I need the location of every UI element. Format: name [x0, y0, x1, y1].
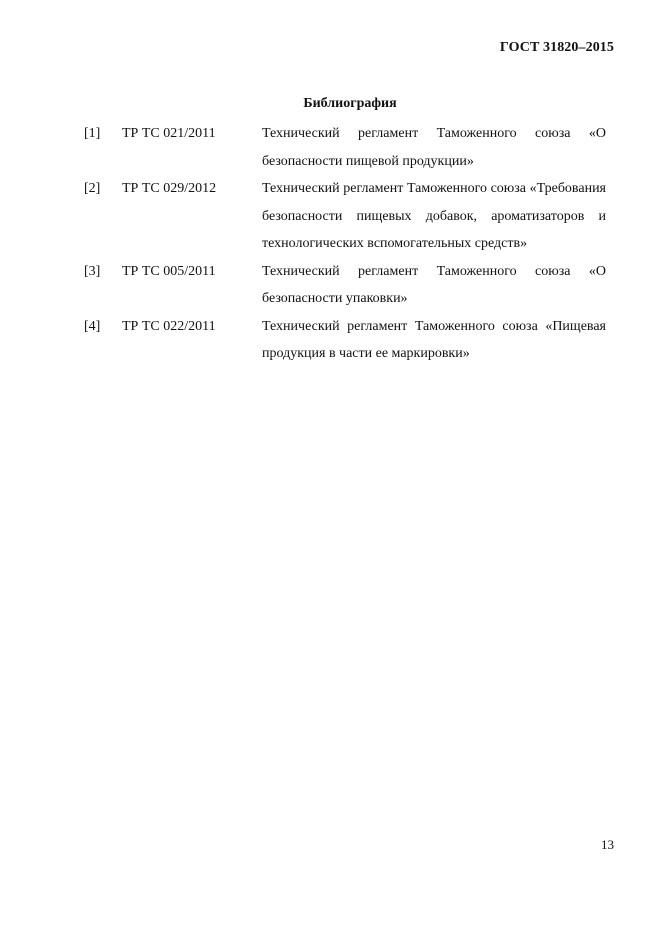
- bibliography-entry-4: [84, 313, 606, 368]
- bibliography-list: [84, 120, 606, 368]
- page-number: 13: [601, 837, 614, 852]
- entry-number: [2]: [84, 181, 101, 196]
- entry-text: Технический регламент Таможенного союза «Пищевая продукция в части ее маркировки»: [262, 318, 606, 361]
- entry-code: ТР ТС 029/2012: [122, 181, 217, 196]
- entry-text: Технический регламент Таможенного союза «О безопасности пищевой продукции»: [262, 126, 606, 169]
- bibliography-entry-2: [84, 175, 606, 258]
- entry-number: [1]: [84, 126, 101, 141]
- bibliography-entry-3: [84, 258, 606, 313]
- entry-number: [3]: [84, 263, 101, 279]
- entry-text: Технический регламент Таможенного союза «Требования безопасности пищевых добавок, ароматизаторов и технологических вспомогательных средств»: [262, 181, 606, 251]
- bibliography-entry-1: [84, 120, 606, 175]
- entry-code: ТР ТС 005/2011: [122, 263, 216, 279]
- document-standard-header: ГОСТ 31820–2015: [499, 40, 614, 55]
- entry-text: Технический регламент Таможенного союза «О безопасности упаковки»: [262, 263, 606, 306]
- entry-number: [4]: [84, 318, 101, 334]
- bibliography-title: Библиография: [303, 96, 397, 111]
- entry-code: ТР ТС 022/2011: [122, 318, 216, 334]
- entry-code: ТР ТС 021/2011: [122, 126, 216, 141]
